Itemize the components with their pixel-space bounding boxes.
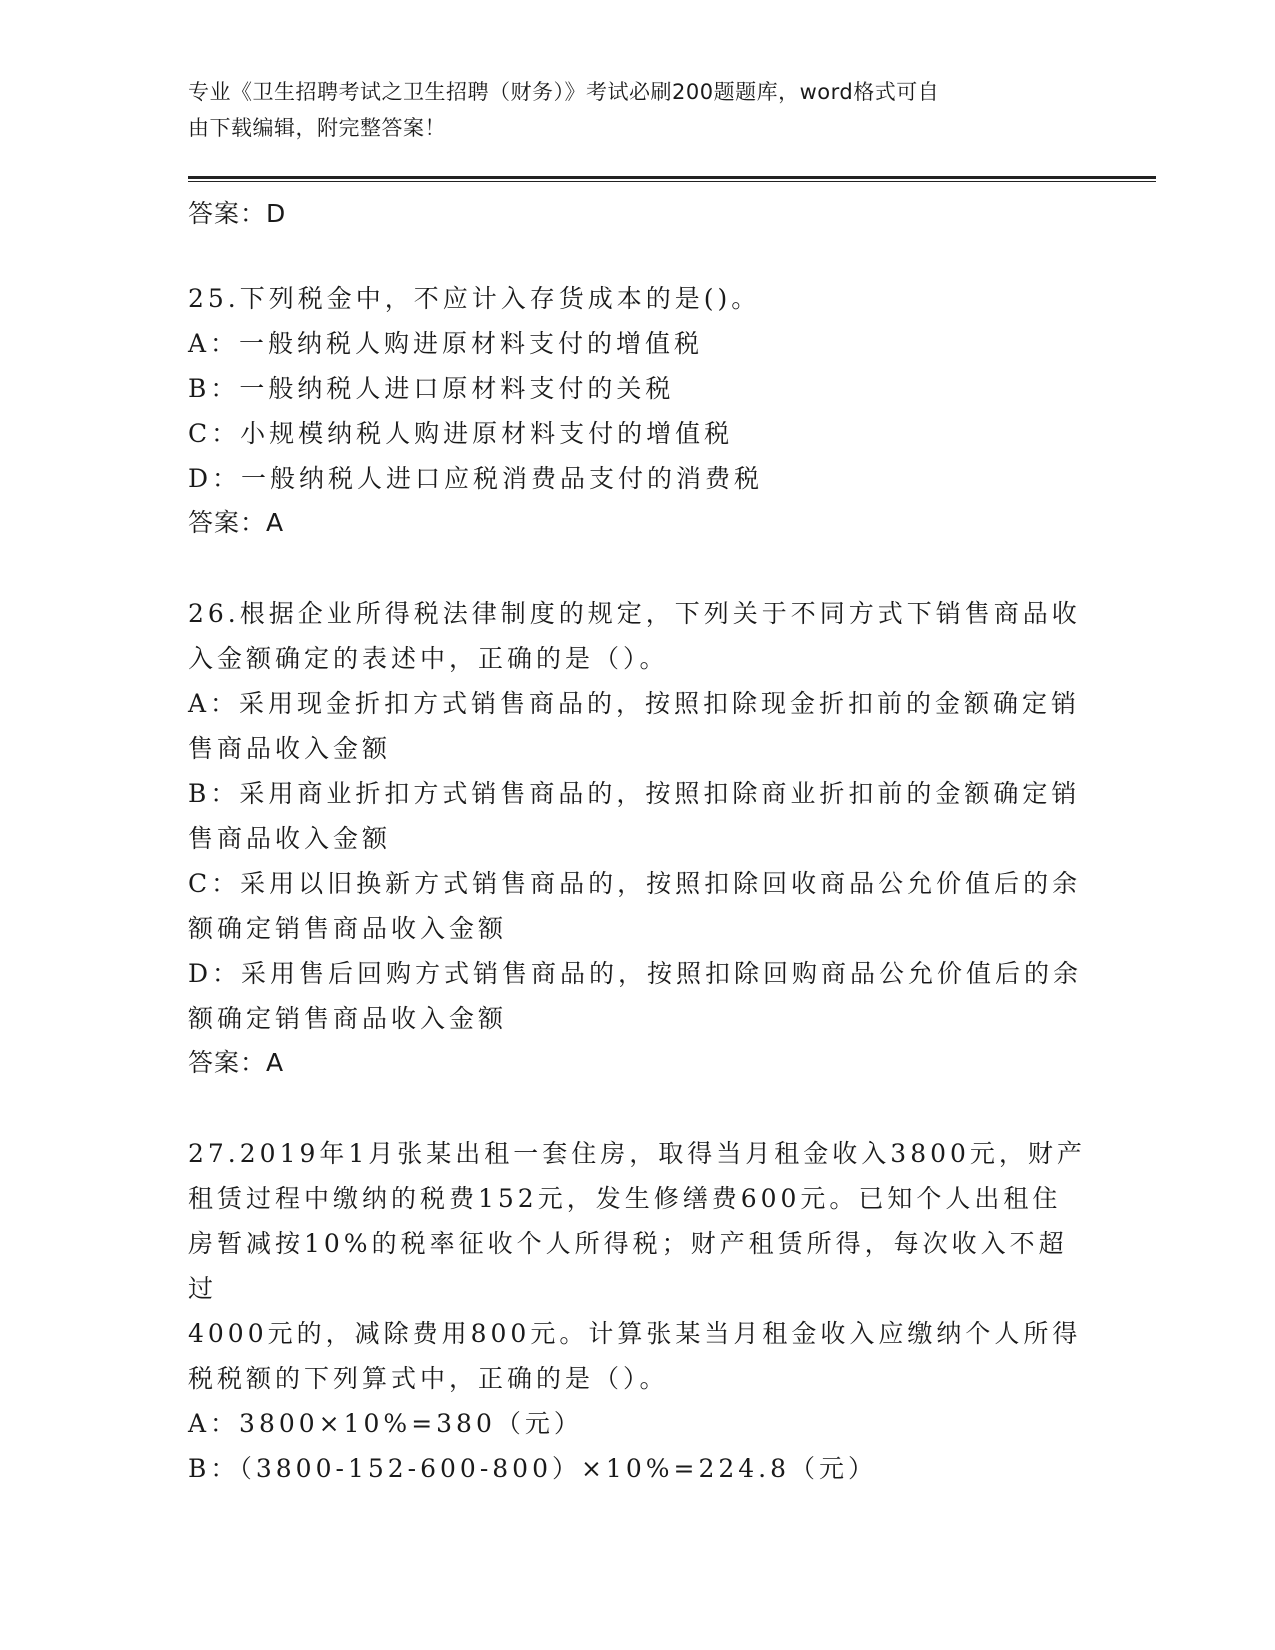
option-c-line-2: 额确定销售商品收入金额 bbox=[188, 914, 508, 943]
header-line-2: 由下载编辑，附完整答案！ bbox=[188, 116, 446, 140]
answer-line: 答案：A bbox=[188, 508, 285, 537]
question-stem-line-4: 4000元的，减除费用800元。计算张某当月租金收入应缴纳个人所得 bbox=[188, 1319, 1082, 1348]
question-27 bbox=[188, 1131, 1088, 1491]
previous-answer: 答案：D bbox=[188, 199, 287, 228]
question-26 bbox=[188, 591, 1088, 1085]
answer-line: 答案：A bbox=[188, 1048, 285, 1077]
option-b-line-2: 售商品收入金额 bbox=[188, 824, 392, 853]
option-d: D：一般纳税人进口应税消费品支付的消费税 bbox=[188, 464, 764, 493]
option-a: A：3800×10%=380（元） bbox=[188, 1409, 583, 1438]
option-c: C：小规模纳税人购进原材料支付的增值税 bbox=[188, 419, 734, 448]
question-stem-line-3: 房暂减按10%的税率征收个人所得税；财产租赁所得，每次收入不超过 bbox=[188, 1229, 1068, 1303]
option-a: A：一般纳税人购进原材料支付的增值税 bbox=[188, 329, 704, 358]
question-stem-line-1: 26.根据企业所得税法律制度的规定，下列关于不同方式下销售商品收 bbox=[188, 599, 1081, 628]
question-stem: 25.下列税金中，不应计入存货成本的是()。 bbox=[188, 284, 761, 313]
question-stem-line-5: 税税额的下列算式中，正确的是（）。 bbox=[188, 1364, 669, 1393]
document-header bbox=[188, 74, 1068, 146]
spacer bbox=[188, 1085, 1088, 1131]
header-rule-thick bbox=[188, 176, 1156, 179]
option-a-line-2: 售商品收入金额 bbox=[188, 734, 392, 763]
spacer bbox=[188, 545, 1088, 591]
header-line-1: 专业《卫生招聘考试之卫生招聘（财务）》考试必刷200题题库，word格式可自 bbox=[188, 80, 940, 104]
question-stem-line-2: 租赁过程中缴纳的税费152元，发生修缮费600元。已知个人出租住 bbox=[188, 1184, 1062, 1213]
option-d-line-1: D：采用售后回购方式销售商品的，按照扣除回购商品公允价值后的余 bbox=[188, 959, 1083, 988]
option-b: B：一般纳税人进口原材料支付的关税 bbox=[188, 374, 675, 403]
header-rule-thin bbox=[188, 181, 1156, 182]
spacer bbox=[188, 236, 1088, 276]
question-stem-line-2: 入金额确定的表述中，正确的是（）。 bbox=[188, 644, 669, 673]
option-b-line-1: B：采用商业折扣方式销售商品的，按照扣除商业折扣前的金额确定销 bbox=[188, 779, 1081, 808]
document-body bbox=[188, 192, 1088, 1491]
question-25 bbox=[188, 276, 1088, 545]
option-d-line-2: 额确定销售商品收入金额 bbox=[188, 1004, 508, 1033]
question-stem-line-1: 27.2019年1月张某出租一套住房，取得当月租金收入3800元，财产 bbox=[188, 1139, 1086, 1168]
option-a-line-1: A：采用现金折扣方式销售商品的，按照扣除现金折扣前的金额确定销 bbox=[188, 689, 1081, 718]
option-b: B：（3800-152-600-800）×10%=224.8（元） bbox=[188, 1454, 878, 1483]
option-c-line-1: C：采用以旧换新方式销售商品的，按照扣除回收商品公允价值后的余 bbox=[188, 869, 1082, 898]
